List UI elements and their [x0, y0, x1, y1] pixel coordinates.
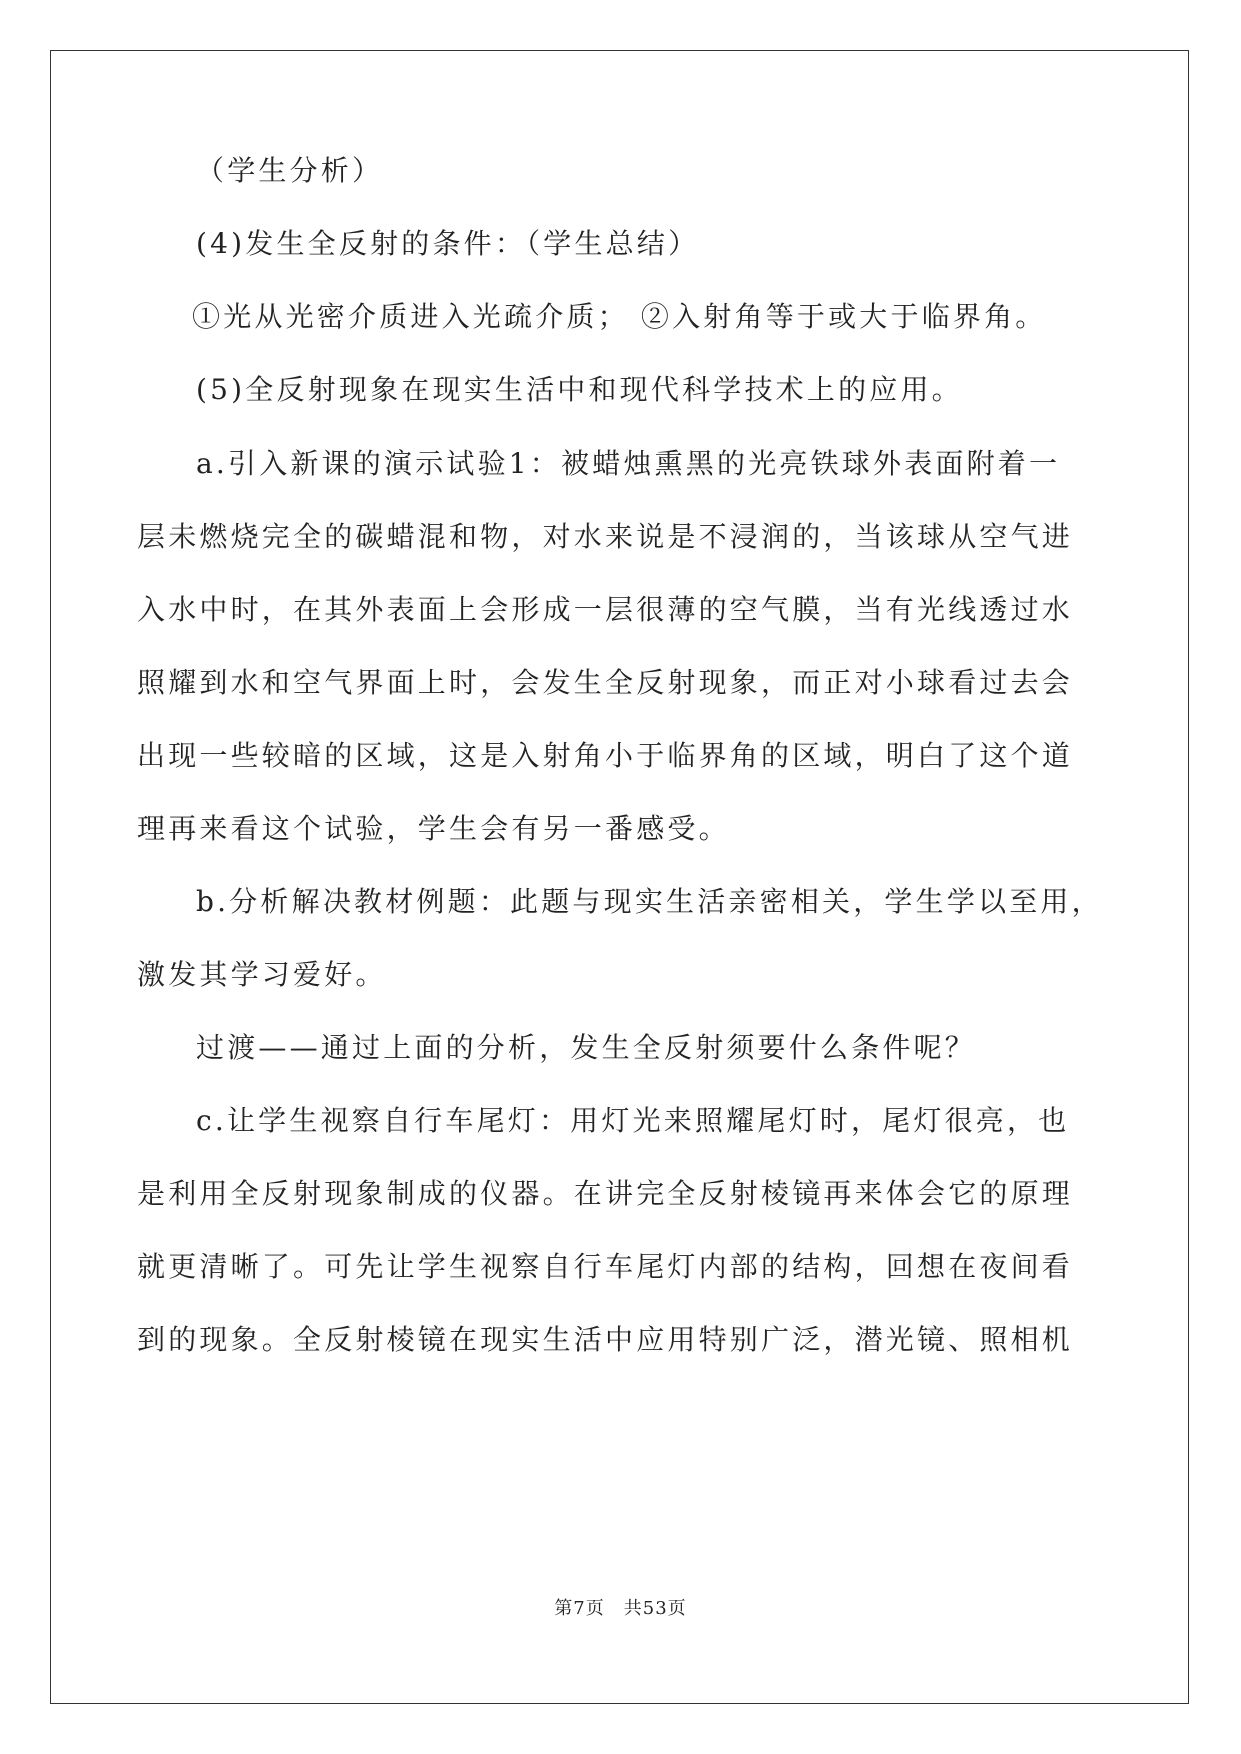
text-line: c.让学生视察自行车尾灯：用灯光来照耀尾灯时，尾灯很亮，也	[196, 1104, 1070, 1137]
text-line: 出现一些较暗的区域，这是入射角小于临界角的区域，明白了这个道	[137, 739, 1074, 772]
text-line: a.引入新课的演示试验1：被蜡烛熏黑的光亮铁球外表面附着一	[196, 447, 1061, 480]
page-footer: 第7页 共53页	[554, 1598, 687, 1619]
text-line: b.分析解决教材例题：此题与现实生活亲密相关，学生学以至用，	[196, 885, 1103, 918]
text-line: （学生分析）	[196, 154, 384, 187]
text-line: 过渡——通过上面的分析，发生全反射须要什么条件呢？	[196, 1031, 977, 1064]
text-line: (5)全反射现象在现实生活中和现代科学技术上的应用。	[196, 373, 963, 406]
text-line: 层未燃烧完全的碳蜡混和物，对水来说是不浸润的，当该球从空气进	[137, 520, 1074, 553]
text-line: 激发其学习爱好。	[137, 958, 387, 991]
text-line: ①光从光密介质进入光疏介质； ②入射角等于或大于临界角。	[192, 300, 1047, 333]
text-line: 就更清晰了。可先让学生视察自行车尾灯内部的结构，回想在夜间看	[137, 1250, 1074, 1283]
text-line: 理再来看这个试验，学生会有另一番感受。	[137, 812, 730, 845]
text-line: 是利用全反射现象制成的仪器。在讲完全反射棱镜再来体会它的原理	[137, 1177, 1074, 1210]
text-line: 入水中时，在其外表面上会形成一层很薄的空气膜，当有光线透过水	[137, 593, 1074, 626]
text-line: 照耀到水和空气界面上时，会发生全反射现象，而正对小球看过去会	[137, 666, 1074, 699]
text-line: (4)发生全反射的条件：（学生总结）	[196, 227, 700, 260]
text-line: 到的现象。全反射棱镜在现实生活中应用特别广泛，潜光镜、照相机	[137, 1323, 1074, 1356]
